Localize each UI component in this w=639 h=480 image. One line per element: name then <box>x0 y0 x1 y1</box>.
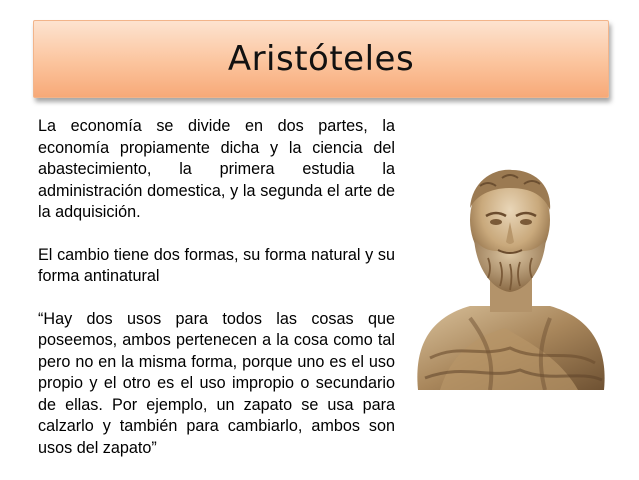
slide-title: Aristóteles <box>227 39 415 79</box>
body-text <box>38 116 395 480</box>
paragraph-economy: La economía se divide en dos partes, la economía propiamente dicha y la ciencia del abastecimiento, la primera estudia la administración domestica, y la segunda el arte de la adquisición. <box>38 117 395 221</box>
paragraph-quote: “Hay dos usos para todos las cosas que poseemos, ambos pertenecen a la cosa como tal pero no en la misma forma, porque uno es el uso propio y el otro es el uso impropio o secundario de ellas. Por ejemplo, un zapato se usa para calzarlo y también para cambiarlo, ambos son usos del zapato” <box>38 309 395 457</box>
title-box <box>33 20 609 98</box>
paragraph-change: El cambio tiene dos formas, su forma natural y su forma antinatural <box>38 245 395 285</box>
aristotle-bust-image <box>410 158 610 390</box>
